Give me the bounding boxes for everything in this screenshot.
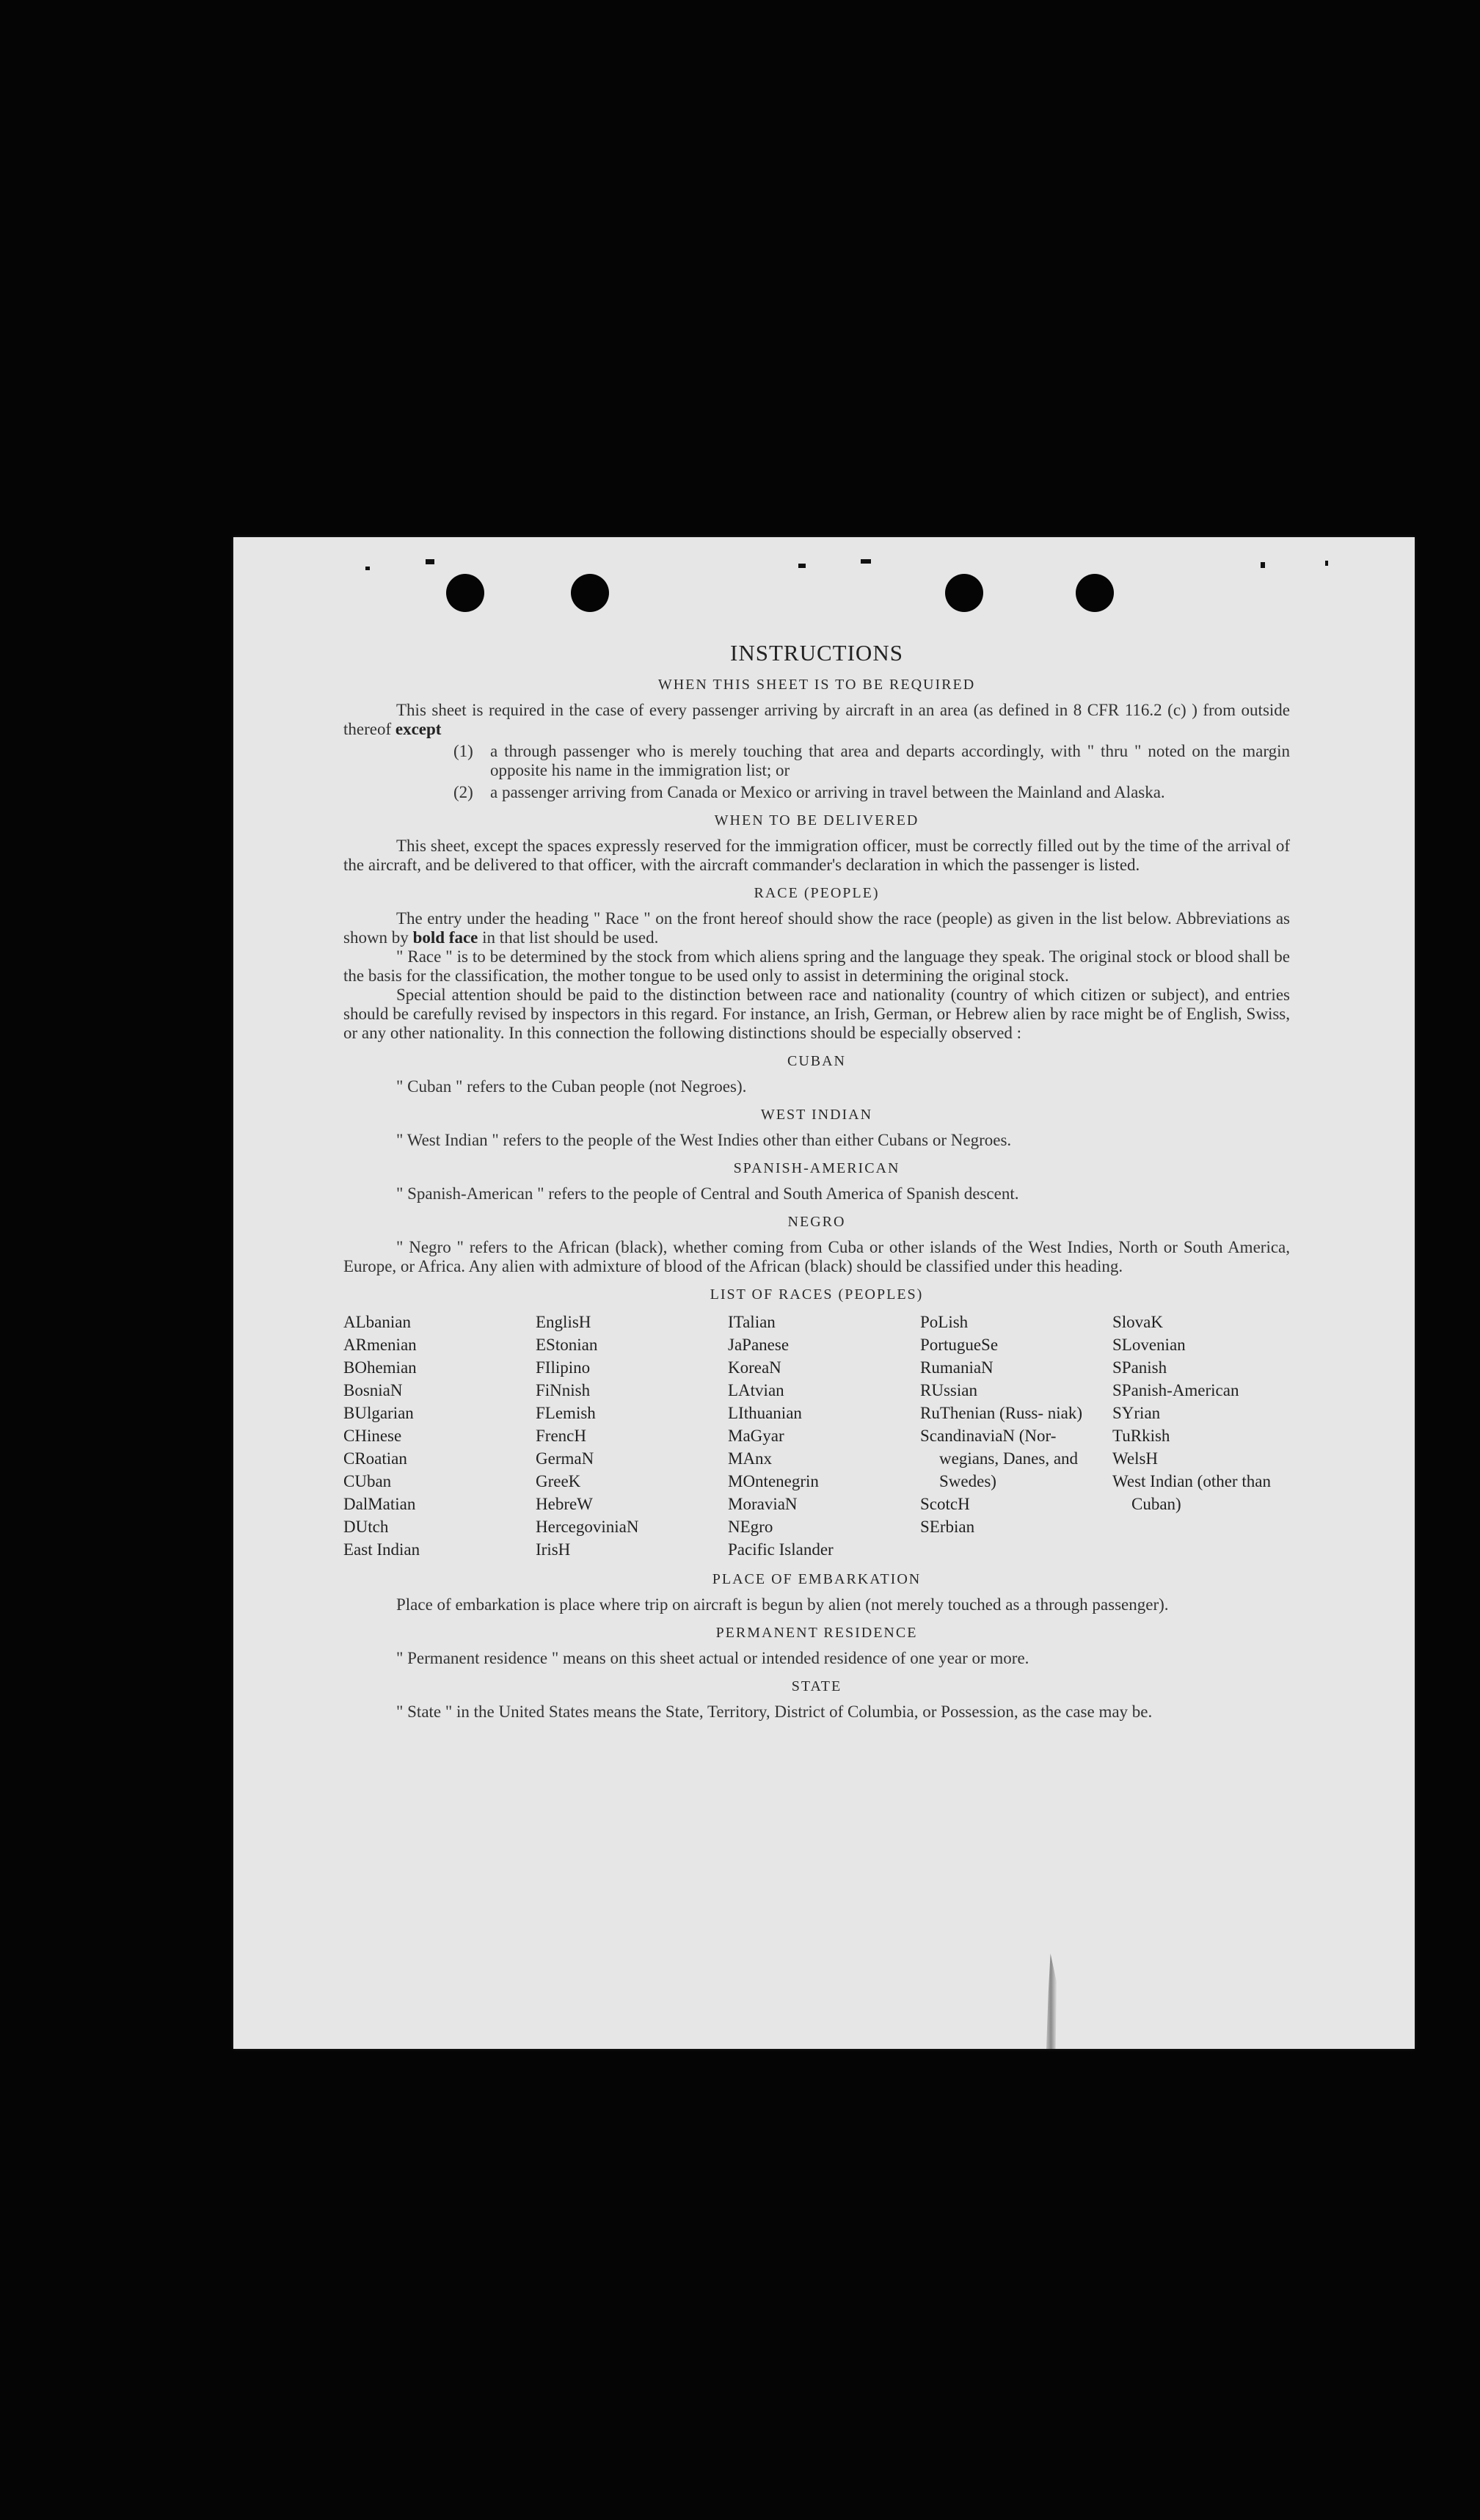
west-indian-text: " West Indian " refers to the people of the West Indies other than either Cubans or Negroes. [396, 1131, 1012, 1149]
race-item: MOntenegrin [728, 1472, 819, 1490]
exception-text: a through passenger who is merely touching that area and departs accordingly, with " thru " noted on the margin opposite his name in the immigration list; or [490, 742, 1290, 779]
race-item: GreeK [536, 1472, 581, 1490]
race-item: RUssian [920, 1381, 977, 1399]
required-intro [343, 701, 1290, 739]
race-item: LIthuanian [728, 1404, 802, 1422]
race-item: ITalian [728, 1313, 776, 1331]
negro-text: " Negro " refers to the African (black), whether coming from Cuba or other islands of the West Indies, North or South America, Europe, or Africa. Any alien with admixture of blood of the African (black) should be classified under this heading. [343, 1238, 1290, 1275]
residence-text: " Permanent residence " means on this sheet actual or intended residence of one year or more. [396, 1649, 1029, 1667]
race-item: LAtvian [728, 1381, 784, 1399]
race-item: SlovaK [1112, 1313, 1163, 1331]
race-item: PortugueSe [920, 1336, 999, 1354]
heading-race: RACE (PEOPLE) [754, 885, 880, 901]
paper-mark [861, 559, 871, 564]
race-item: SPanish [1112, 1358, 1167, 1377]
race-item: HercegoviniaN [536, 1518, 639, 1536]
race-item: BosniaN [343, 1381, 403, 1399]
race-item: ARmenian [343, 1336, 417, 1354]
race-item: SYrian [1112, 1404, 1161, 1422]
race-item: IrisH [536, 1540, 571, 1559]
race-item: RuThenian (Russ- niak) [920, 1404, 1083, 1422]
race-item: FLemish [536, 1404, 596, 1422]
race-item: CRoatian [343, 1449, 407, 1468]
exception-item [453, 742, 1290, 780]
race-p1-bold: bold face [412, 928, 478, 947]
race-p1-before: The entry under the heading " Race " on the front hereof should show the race (people) as given in the list below. Abbreviations as shown by [343, 909, 1290, 947]
race-column [920, 1311, 1098, 1561]
race-item: ALbanian [343, 1313, 411, 1331]
race-item: ScandinaviaN (Nor- wegians, Danes, and Swedes) [920, 1427, 1079, 1490]
race-item: GermaN [536, 1449, 594, 1468]
paper-tear [1046, 1953, 1057, 2049]
heading-when-required: WHEN THIS SHEET IS TO BE REQUIRED [657, 677, 976, 693]
heading-state: STATE [791, 1678, 842, 1694]
heading-spanish-american: SPANISH-AMERICAN [733, 1160, 900, 1176]
race-item: East Indian [343, 1540, 420, 1559]
delivered-text: This sheet, except the spaces expressly reserved for the immigration officer, must be correctly filled out by the time of the arrival of the aircraft, and be delivered to that officer, with the aircraft commander's declaration in which the passenger is listed. [343, 837, 1290, 874]
punch-hole [1076, 574, 1114, 612]
exception-number: (2) [453, 783, 473, 801]
race-column [728, 1311, 905, 1561]
heading-when-delivered: WHEN TO BE DELIVERED [714, 812, 919, 829]
race-item: EStonian [536, 1336, 598, 1354]
heading-cuban: CUBAN [787, 1053, 846, 1069]
race-paragraph-3: Special attention should be paid to the distinction between race and nationality (country of which citizen or subject), and entries should be carefully revised by inspectors in this regard. For instance, an Irish, German, or Hebrew alien by race might be of English, Swiss, or any other nationality. In this connection the following distinctions should be especially observed : [343, 986, 1290, 1042]
race-item: NEgro [728, 1518, 773, 1536]
paper-mark [1325, 561, 1328, 566]
heading-west-indian: WEST INDIAN [760, 1107, 873, 1123]
required-intro-text: This sheet is required in the case of every passenger arriving by aircraft in an area (as defined in 8 CFR 116.2 (c) ) from outside thereof [343, 701, 1290, 738]
race-item: TuRkish [1112, 1427, 1170, 1445]
race-item: PoLish [920, 1313, 969, 1331]
race-paragraph-1 [343, 909, 1290, 947]
race-item: ScotcH [920, 1495, 970, 1513]
race-list [343, 1311, 1290, 1561]
punch-hole [571, 574, 609, 612]
race-item: CUban [343, 1472, 392, 1490]
race-item: MoraviaN [728, 1495, 798, 1513]
instructions-content [343, 640, 1290, 1722]
race-item: SErbian [920, 1518, 975, 1536]
punch-hole [945, 574, 983, 612]
required-intro-except: except [395, 720, 442, 738]
paper-mark [798, 564, 806, 568]
paper-mark [426, 559, 434, 564]
race-item: FIlipino [536, 1358, 591, 1377]
heading-embarkation: PLACE OF EMBARKATION [712, 1571, 922, 1587]
punch-hole [446, 574, 484, 612]
race-item: MAnx [728, 1449, 773, 1468]
race-item: KoreaN [728, 1358, 781, 1377]
race-item: FiNnish [536, 1381, 591, 1399]
exception-text: a passenger arriving from Canada or Mexico or arriving in travel between the Mainland and Alaska. [490, 783, 1165, 801]
race-item: DalMatian [343, 1495, 416, 1513]
state-text: " State " in the United States means the State, Territory, District of Columbia, or Possession, as the case may be. [396, 1703, 1153, 1721]
race-column [536, 1311, 713, 1561]
race-item: SPanish-American [1112, 1381, 1239, 1399]
race-item: West Indian (other than Cuban) [1112, 1472, 1271, 1513]
race-paragraph-2: " Race " is to be determined by the stock from which aliens spring and the language they speak. The original stock or blood shall be the basis for the classification, the mother tongue to be used only to assist in determining the original stock. [343, 947, 1290, 985]
race-item: WelsH [1112, 1449, 1159, 1468]
race-item: BUlgarian [343, 1404, 414, 1422]
cuban-text: " Cuban " refers to the Cuban people (not Negroes). [396, 1077, 747, 1096]
race-item: EnglisH [536, 1313, 591, 1331]
race-item: HebreW [536, 1495, 593, 1513]
exception-item [453, 783, 1290, 802]
heading-permanent-residence: PERMANENT RESIDENCE [715, 1625, 918, 1641]
paper-mark [1261, 562, 1265, 568]
race-item: FrencH [536, 1427, 586, 1445]
race-p1-after: in that list should be used. [482, 928, 659, 947]
race-item: SLovenian [1112, 1336, 1186, 1354]
race-item: MaGyar [728, 1427, 784, 1445]
race-item: Pacific Islander [728, 1540, 834, 1559]
race-column [343, 1311, 521, 1561]
spanish-american-text: " Spanish-American " refers to the people of Central and South America of Spanish descent. [396, 1184, 1019, 1203]
race-item: CHinese [343, 1427, 402, 1445]
heading-negro: NEGRO [787, 1214, 846, 1230]
race-item: DUtch [343, 1518, 389, 1536]
page-title: INSTRUCTIONS [730, 640, 903, 666]
embarkation-text: Place of embarkation is place where trip on aircraft is begun by alien (not merely touched as a through passenger). [396, 1595, 1169, 1614]
race-item: JaPanese [728, 1336, 790, 1354]
heading-race-list: LIST OF RACES (PEOPLES) [710, 1286, 924, 1303]
exception-number: (1) [453, 742, 473, 760]
paper-mark [365, 567, 370, 570]
race-item: RumaniaN [920, 1358, 994, 1377]
race-column [1112, 1311, 1290, 1561]
instruction-sheet [233, 537, 1415, 2049]
race-item: BOhemian [343, 1358, 417, 1377]
